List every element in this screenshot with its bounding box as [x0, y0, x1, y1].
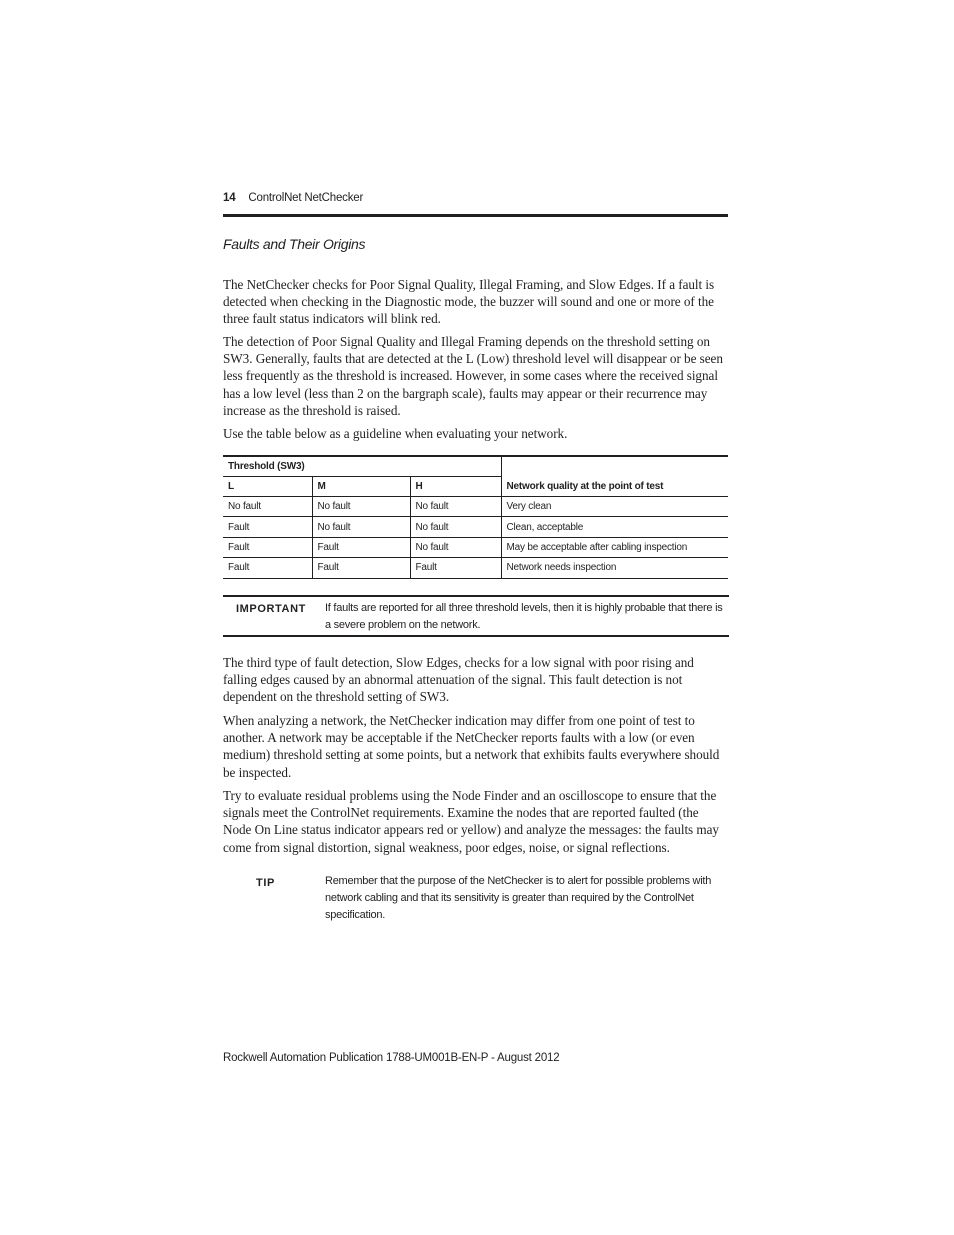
table-row — [223, 517, 728, 537]
body-paragraph-1: The NetChecker checks for Poor Signal Quality, Illegal Framing, and Slow Edges. If a fault is detected when checking in the Diagnostic mode, the buzzer will sound and one or more of the three fault status indicators will blink red. — [223, 277, 715, 327]
threshold-group-header: Threshold (SW3) — [223, 456, 501, 477]
table-row — [223, 558, 728, 578]
cell-h: No fault — [410, 517, 501, 537]
tip-callout — [223, 872, 729, 921]
tip-label: TIP — [256, 877, 275, 889]
header-rule — [223, 214, 728, 217]
threshold-table — [223, 455, 728, 579]
column-header-l: L — [223, 477, 312, 497]
cell-m: No fault — [312, 497, 410, 517]
body-paragraph-5: When analyzing a network, the NetChecker indication may differ from one point of test to another. A network may be acceptable if the NetChecker reports faults with a low (or even medium) threshold setting at some points, but a network that exhibits faults everywhere should be inspected. — [223, 713, 720, 780]
section-title: Faults and Their Origins — [223, 236, 366, 252]
cell-m: Fault — [312, 537, 410, 557]
cell-m: Fault — [312, 558, 410, 578]
body-paragraph-4: The third type of fault detection, Slow Edges, checks for a low signal with poor rising and falling edges caused by an abnormal attenuation of the signal. This fault detection is not dependent on the threshold setting of SW3. — [223, 655, 694, 705]
cell-l: Fault — [223, 537, 312, 557]
cell-m: No fault — [312, 517, 410, 537]
important-callout — [223, 595, 729, 637]
cell-h: Fault — [410, 558, 501, 578]
column-header-h: H — [410, 477, 501, 497]
cell-l: No fault — [223, 497, 312, 517]
body-paragraph-6: Try to evaluate residual problems using the Node Finder and an oscilloscope to ensure that the signals meet the ControlNet requirements. Examine the nodes that are reported faulted (the Node On Line status indicator appears red or yellow) and analyze the messages: the faults may come from signal distortion, signal weakness, poor edges, noise, or signal reflections. — [223, 788, 719, 855]
tip-text: Remember that the purpose of the NetChecker is to alert for possible problems with network cabling and that its sensitivity is greater than required by the ControlNet specification. — [325, 875, 712, 921]
cell-l: Fault — [223, 517, 312, 537]
body-paragraph-2: The detection of Poor Signal Quality and Illegal Framing depends on the threshold setting on SW3. Generally, faults that are detected at the L (Low) threshold level will disappear or be seen less frequently as the threshold is increased. However, in some cases where the received signal has a low level (less than 2 on the bargraph scale), faults may appear or their recurrence may increase as the threshold is raised. — [223, 334, 723, 418]
table-row — [223, 537, 728, 557]
cell-quality: Very clean — [501, 497, 728, 517]
cell-quality: Network needs inspection — [501, 558, 728, 578]
cell-quality: Clean, acceptable — [501, 517, 728, 537]
page-number: 14 — [223, 192, 236, 204]
running-title: ControlNet NetChecker — [248, 192, 364, 204]
table-row — [223, 497, 728, 517]
body-paragraph-3: Use the table below as a guideline when evaluating your network. — [223, 426, 568, 441]
cell-l: Fault — [223, 558, 312, 578]
quality-column-header: Network quality at the point of test — [501, 456, 728, 497]
cell-h: No fault — [410, 537, 501, 557]
important-label: IMPORTANT — [236, 603, 306, 615]
running-header — [223, 192, 728, 210]
page-footer: Rockwell Automation Publication 1788-UM001B-EN-P - August 2012 — [223, 1052, 560, 1064]
cell-quality: May be acceptable after cabling inspection — [501, 537, 728, 557]
table-header-row — [223, 456, 728, 477]
important-text: If faults are reported for all three threshold levels, then it is highly probable that there is a severe problem on the network. — [325, 602, 723, 631]
column-header-m: M — [312, 477, 410, 497]
cell-h: No fault — [410, 497, 501, 517]
